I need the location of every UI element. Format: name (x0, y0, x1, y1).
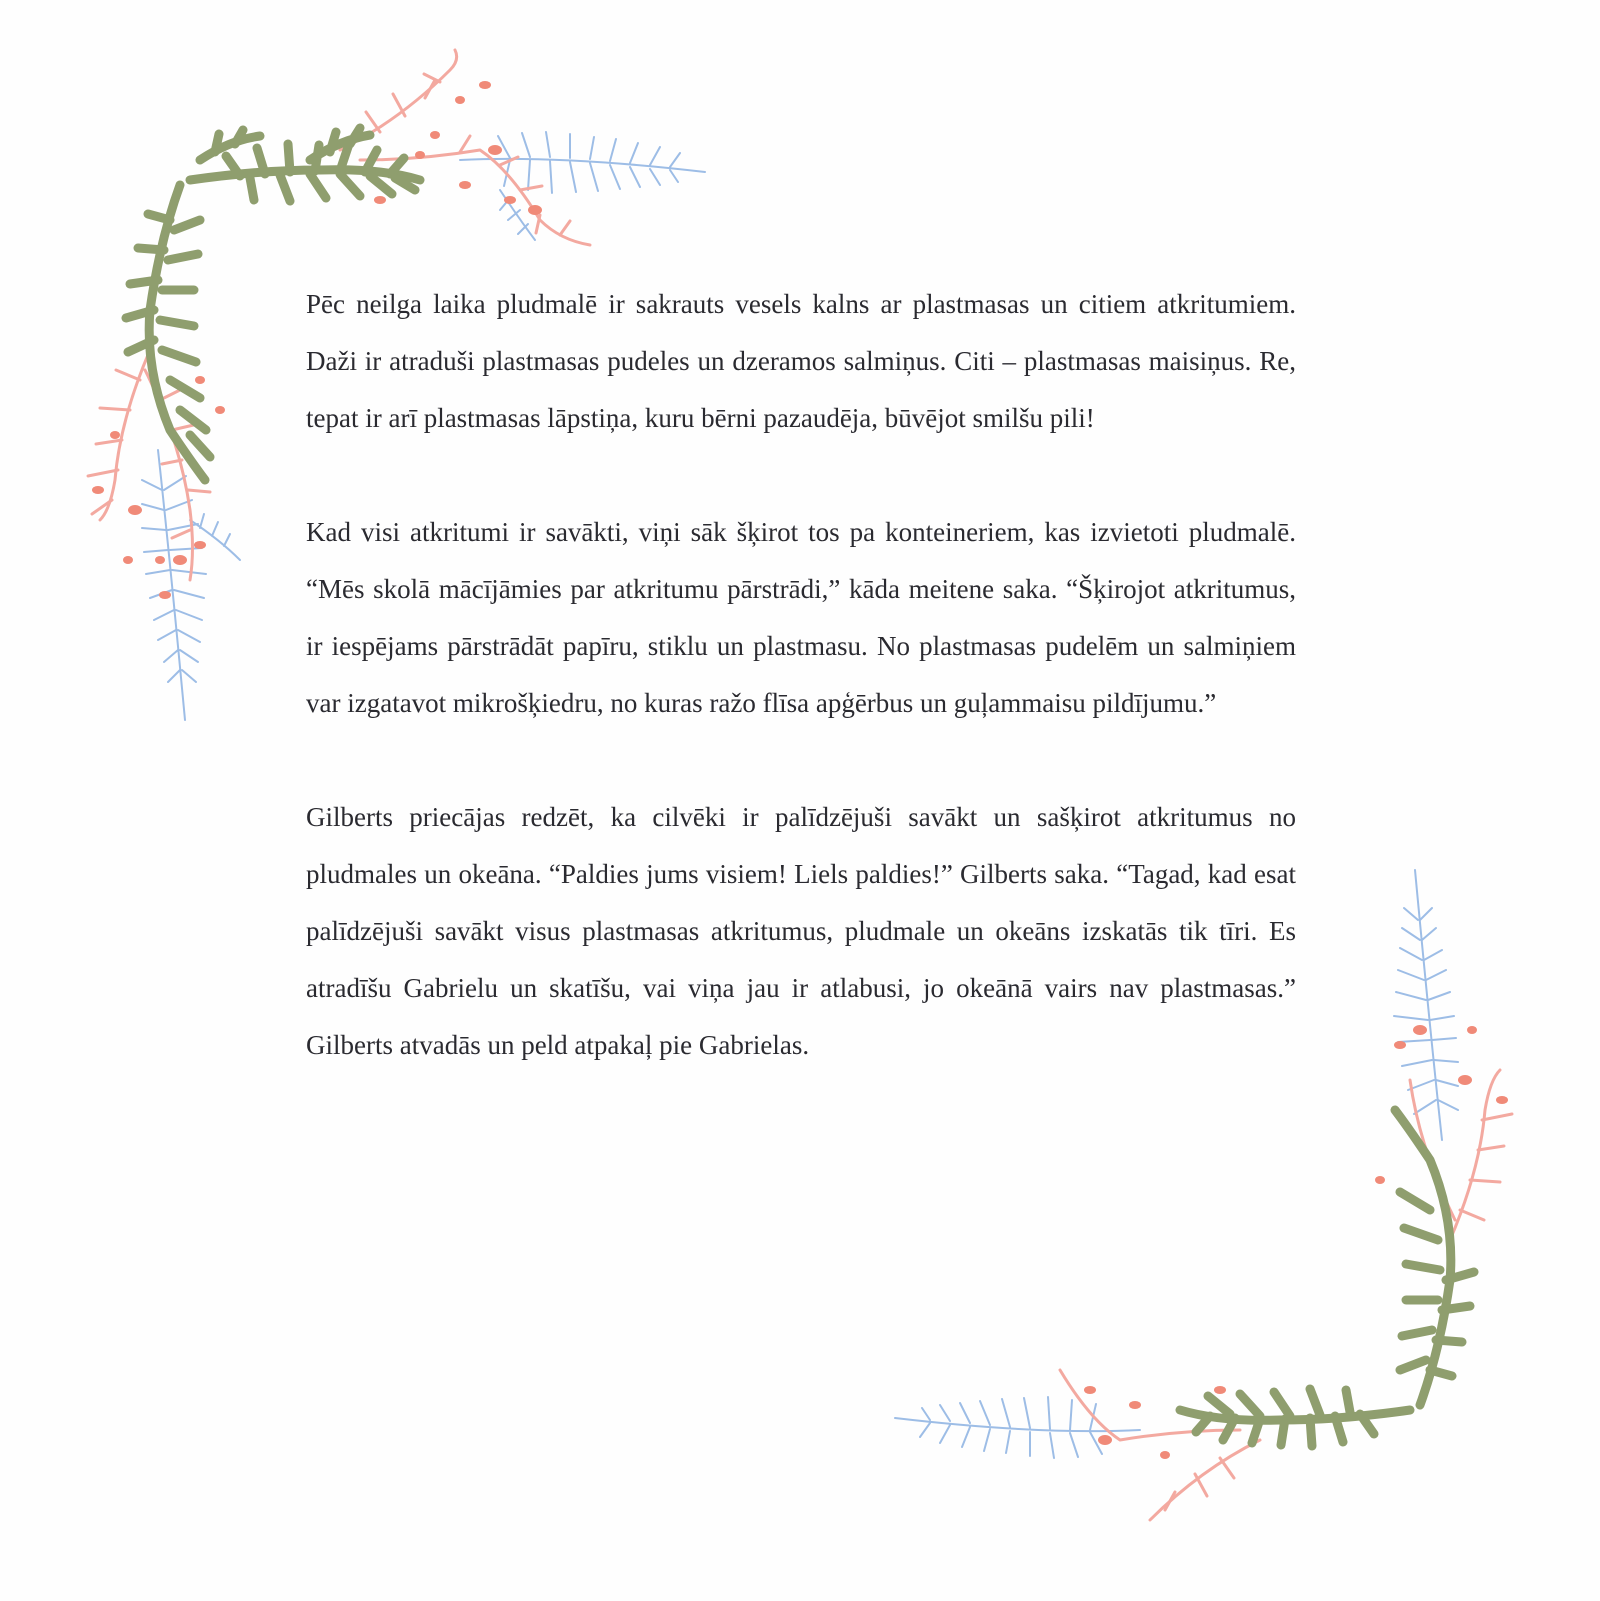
paragraph-2: Kad visi atkritumi ir savākti, viņi sāk šķirot tos pa konteineriem, kas izvietoti pludmalē. “Mēs skolā mācījāmies par atkritumu pārstrādi,” kāda meitene saka. “Šķirojot atkritumus, ir iespējams pārstrādāt papīru, stiklu un plastmasu. No plastmasas pudelēm un salmiņiem var izgatavot mikrošķiedru, no kuras ražo flīsa apģērbus un guļammaisu pildījumu.” (306, 517, 1296, 718)
story-text (306, 276, 1296, 1131)
paragraph-1: Pēc neilga laika pludmalē ir sakrauts vesels kalns ar plastmasas un citiem atkritumiem. Daži ir atraduši plastmasas pudeles un dzeramos salmiņus. Citi – plastmasas maisiņus. Re, tepat ir arī plastmasas lāpstiņa, kuru bērni pazaudēja, būvējot smilšu pili! (306, 289, 1296, 433)
paragraph-3: Gilberts priecājas redzēt, ka cilvēki ir palīdzējuši savākt un sašķirot atkritumus no pludmales un okeāna. “Paldies jums visiem! Liels paldies!” Gilberts saka. “Tagad, kad esat palīdzējuši savākt visus plastmasas atkritumus, pludmale un okeāns izskatās tik tīri. Es atradīšu Gabrielu un skatīšu, vai viņa jau ir atlabusi, jo okeānā vairs nav plastmasas.” Gilberts atvadās un peld atpakaļ pie Gabrielas. (306, 802, 1296, 1060)
